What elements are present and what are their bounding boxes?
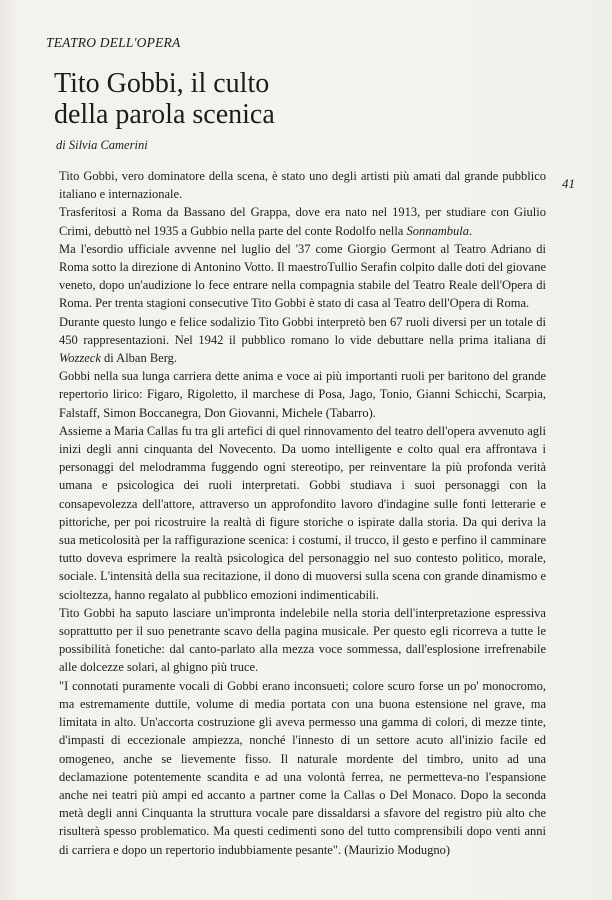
article-title-line-1: Tito Gobbi, il culto: [54, 68, 270, 99]
paragraph: Tito Gobbi, vero dominatore della scena, è stato uno degli artisti più amati dal grande pubblico italiano e internazionale.: [59, 169, 546, 202]
opera-title: Sonnambula: [406, 223, 469, 238]
paragraph-text: .: [469, 223, 473, 238]
paragraph-text: Trasferitosi a Roma da Bassano del Grappa, dove era nato nel 1913, per studiare con Giulio Crimi, debuttò nel 1935 a Gubbio nella parte del conte Rodolfo nella: [59, 205, 546, 238]
quote-paragraph: "I connotati puramente vocali di Gobbi erano inconsueti; colore scuro forse un po' monocromo, ma estremamente duttile, volume di media portata con una buona estensione nel grave, ma limitata in alto. Un'accorta costruzione gli aveva permesso una gamma di colori, di mezze tinte, d'impasti di eccezionale ampiezza, nonché l'innesto di un settore acuto all'inizio facile ed omogeneo, anche se lievemente fisso. Il naturale mordente del timbro, unito ad una declamazione potentemente scandita e ad una volontà ferrea, ne permetteva-no l'espansione anche nei teatri più ampi ed accanto a partner come la Callas o Del Monaco. Dopo la seconda metà degli anni Cinquanta la struttura vocale pare dissaldarsi a sfavore del registro più alto che risulterà spesso problematico. Ma questi cedimenti sono del tutto comprensibili dopo venti anni di carriera e dopo un repertorio indubbiamente pesante". (Maurizio Modugno): [59, 678, 546, 857]
paragraph: Ma l'esordio ufficiale avvenne nel luglio del '37 come Giorgio Germont al Teatro Adriano di Roma sotto la direzione di Antonino Votto. Il maestroTullio Serafin colpito dalle doti del giovane veneto, dopo un'audizione lo fece entrare nella compagnia stabile del Teatro Reale dell'Opera di Roma. Per trenta stagioni consecutive Tito Gobbi è stato di casa al Teatro dell'Opera di Roma.: [59, 241, 546, 311]
paragraph: Gobbi nella sua lunga carriera dette anima e voce ai più importanti ruoli per baritono del grande repertorio lirico: Figaro, Rigoletto, il marchese di Posa, Jago, Tonio, Gianni Schicchi, Scarpia, Falstaff, Simon Boccanegra, Don Giovanni, Michele (Tabarro).: [59, 369, 546, 420]
paragraph: [59, 313, 546, 368]
paragraph: Assieme a Maria Callas fu tra gli artefici di quel rinnovamento del teatro dell'opera avvenuto agli inizi degli anni cinquanta del Novecento. Da uomo intelligente e colto qual era affrontava i personaggi del melodramma fuggendo ogni stereotipo, per reinventare la più profonda verità umana e psicologica dei ruoli interpretati. Gobbi studiava i suoi personaggi con la consapevolezza dell'attore, attraverso un approfondito lavoro d'indagine sulle fonti letterarie e pittoriche, per poi ricostruire la realtà di figure storiche o ispirate dalla storia. Da qui deriva la sua meticolosità per la raffigurazione scenica: i costumi, il trucco, il gesto e perfino il camminare tutto doveva esprimere la realtà psicologica del personaggio nel suo contesto politico, morale, sociale. L'intensità della sua recitazione, il dono di muoversi sulla scena con grande dinamismo e scioltezza, hanno regalato al pubblico emozioni indimenticabili.: [59, 423, 546, 602]
paragraph-text: di Alban Berg.: [100, 351, 178, 366]
author-byline: di Silvia Camerini: [56, 138, 148, 152]
opera-title: Wozzeck: [59, 351, 101, 366]
paragraph-text: Durante questo lungo e felice sodalizio Tito Gobbi interpretò ben 67 ruoli diversi per un totale di 450 rappresentazioni. Nel 1942 il pubblico romano lo vide debuttare nella prima italiana di: [59, 314, 546, 347]
article-title: [54, 68, 275, 130]
paragraph: Tito Gobbi ha saputo lasciare un'impronta indelebile nella storia dell'interpretazione espressiva soprattutto per il suo penetrante scavo della pagina musicale. Per questo egli ricorreva a tutte le possibilità fonetiche: dal canto-parlato alla mezza voce sommessa, dall'esplosione irrefrenabile alle dolcezze solari, al ghigno più truce.: [59, 605, 546, 675]
paragraph: [59, 203, 546, 239]
section-header: TEATRO DELL'OPERA: [46, 35, 181, 50]
page-number: 41: [562, 176, 575, 191]
article-body: [59, 167, 546, 859]
article-title-line-2: della parola scenica: [54, 99, 275, 130]
